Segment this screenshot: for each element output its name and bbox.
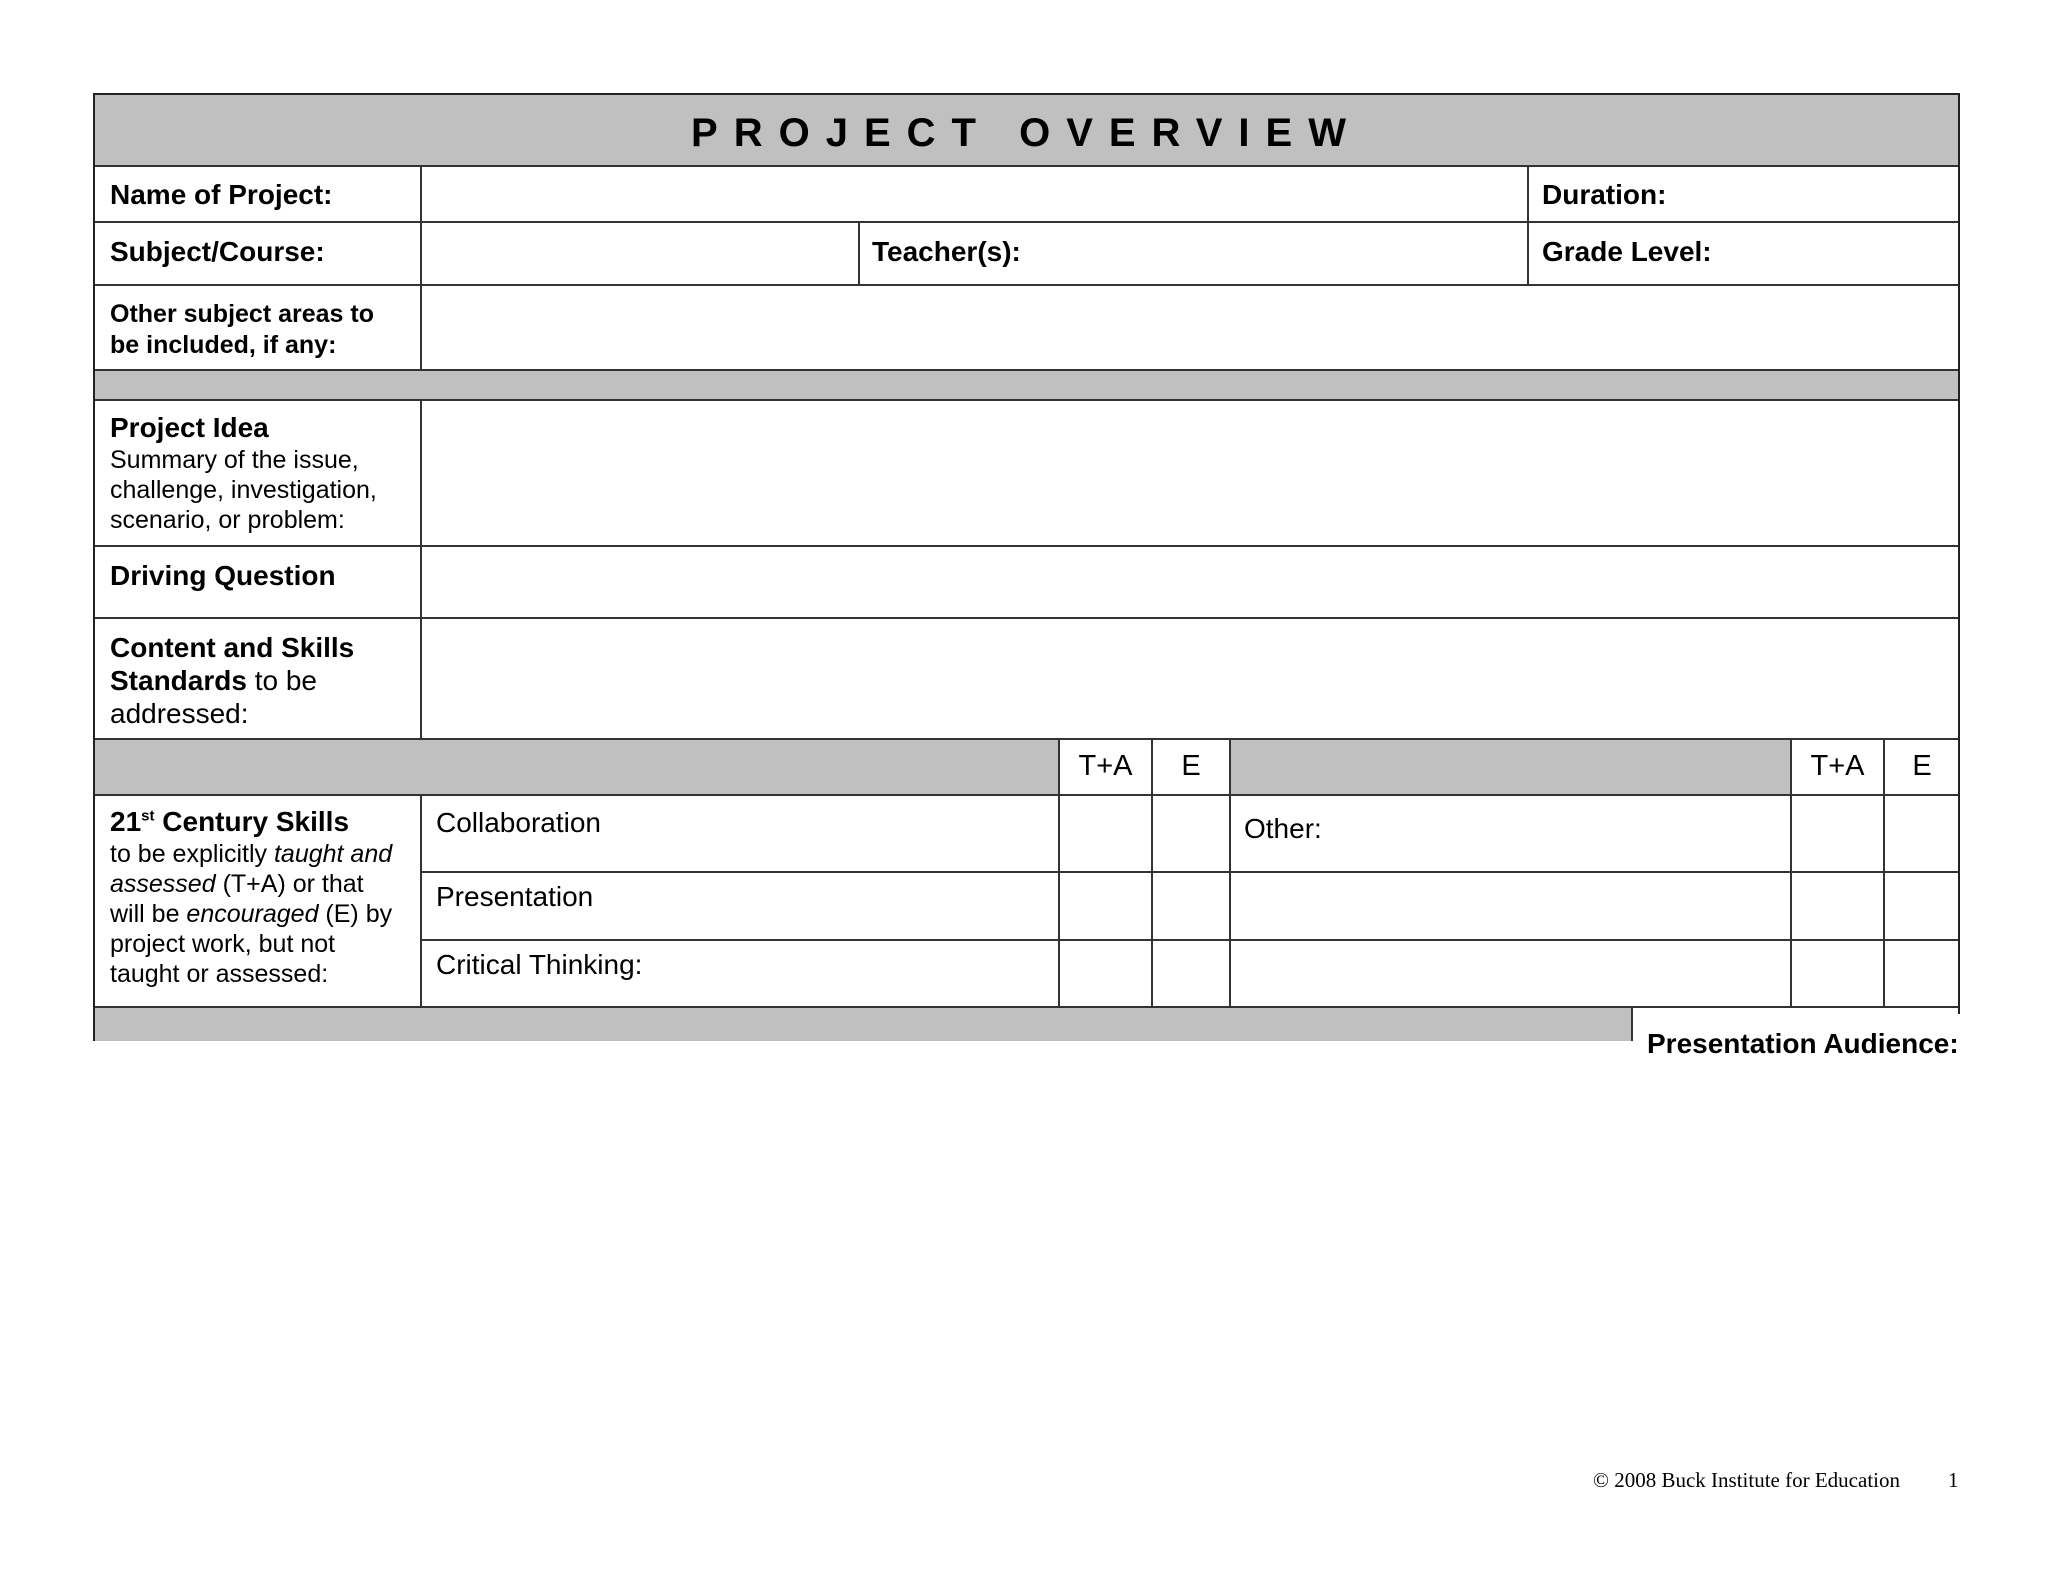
subject-course-label: Subject/Course: [110, 236, 325, 267]
presentation-audience-cell [1633, 1014, 1960, 1059]
teachers-label: Teacher(s): [872, 236, 1021, 267]
critical-thinking-ta-cell[interactable] [1060, 941, 1150, 1005]
critical-thinking-e-cell[interactable] [1153, 941, 1228, 1005]
skills-header-band-left [95, 738, 1059, 794]
skill-row-presentation: Presentation [436, 881, 594, 912]
other-2-ta-cell[interactable] [1792, 873, 1882, 938]
other-3-ta-cell[interactable] [1792, 941, 1882, 1005]
collaboration-e-cell[interactable] [1153, 796, 1228, 870]
page-title: PROJECT OVERVIEW [691, 111, 1362, 155]
col-header-e-left: E [1181, 750, 1201, 782]
presentation-ta-cell[interactable] [1060, 873, 1150, 938]
project-overview-form [93, 93, 1960, 1059]
content-skills-label: Content and Skills Standards to be addressed: [110, 632, 355, 729]
spacer-band [95, 371, 1958, 400]
other-2-e-cell[interactable] [1885, 873, 1957, 938]
footer-copyright: © 2008 Buck Institute for Education [1593, 1468, 1900, 1492]
name-of-project-label: Name of Project: [110, 179, 333, 210]
collaboration-ta-cell[interactable] [1060, 796, 1150, 870]
project-idea-field[interactable] [422, 401, 1957, 544]
project-idea-label: Project Idea [110, 412, 269, 443]
col-header-ta-right: T+A [1810, 750, 1865, 782]
duration-label: Duration: [1542, 179, 1667, 210]
name-of-project-field[interactable] [422, 167, 1526, 220]
presentation-audience-label: Presentation Audience: [1647, 1028, 1959, 1059]
skills-header-band-right [1231, 738, 1791, 794]
bottom-band [95, 1006, 1633, 1041]
other-subjects-label: Other subject areas to be included, if any: [110, 300, 374, 359]
content-skills-field[interactable] [422, 619, 1957, 737]
col-header-ta-left: T+A [1078, 750, 1133, 782]
other-3-e-cell[interactable] [1885, 941, 1957, 1005]
other-1-ta-cell[interactable] [1792, 796, 1882, 870]
project-idea-description: Summary of the issue, challenge, investigation, scenario, or problem: [110, 446, 377, 534]
presentation-e-cell[interactable] [1153, 873, 1228, 938]
driving-question-field[interactable] [422, 547, 1957, 616]
driving-question-label: Driving Question [110, 560, 336, 591]
other-subjects-field[interactable] [422, 286, 1957, 368]
other-1-e-cell[interactable] [1885, 796, 1957, 870]
skill-row-collaboration: Collaboration [436, 807, 601, 838]
col-header-e-right: E [1912, 750, 1932, 782]
skill-row-critical-thinking: Critical Thinking: [436, 949, 643, 980]
century-skills-description: to be explicitly taught and assessed (T+A) or that will be encouraged (E) by project work, but not taught or assessed: [110, 840, 393, 988]
century-skills-heading: 21st Century Skills [110, 806, 350, 837]
skill-row-other: Other: [1244, 813, 1322, 844]
grade-level-label: Grade Level: [1542, 236, 1712, 267]
duration-field[interactable] [1695, 167, 1955, 220]
page-number: 1 [1948, 1468, 1959, 1492]
